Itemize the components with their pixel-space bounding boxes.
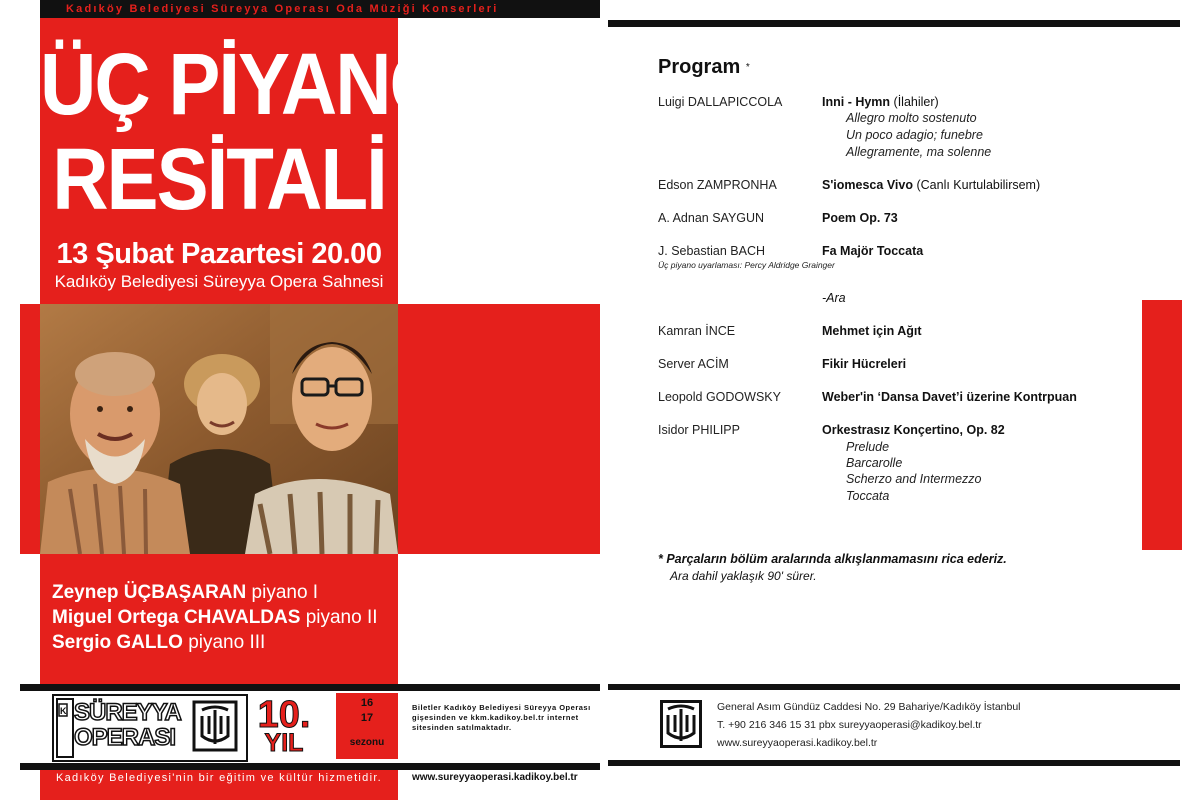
logo-wordmark — [74, 700, 189, 750]
work-2-title: S'iomesca Vivo — [822, 178, 913, 192]
program-title: Program — [658, 56, 741, 78]
work-1-title: Inni - Hymn — [822, 95, 891, 109]
concert-series-title: Kadıköy Belediyesi Süreyya Operası Oda Müziği Konserleri — [66, 3, 499, 15]
composer-6: Server ACİM — [658, 357, 729, 371]
arrangement-credit: Üç piyano uyarlaması: Percy Aldridge Grainger — [658, 260, 835, 270]
performers-photo — [40, 304, 398, 554]
footer-tagline: Kadıköy Belediyesi'nin bir eğitim ve kültür hizmetidir. — [55, 772, 383, 784]
performer-1 — [52, 582, 318, 604]
program-note: * Parçaların bölüm aralarında alkışlanmamasını rica ederiz. — [658, 552, 1007, 566]
season-year-2: 17 — [360, 712, 374, 724]
movement: Allegro molto sostenuto — [846, 111, 977, 125]
performer-1-name: Zeynep ÜÇBAŞARAN — [52, 582, 247, 603]
movement: Toccata — [846, 489, 890, 503]
work-2-note: (Canlı Kurtulabilirsem) — [916, 178, 1041, 192]
composer-5: Kamran İNCE — [658, 324, 736, 338]
contact-phone-email[interactable]: T. +90 216 346 15 31 pbx sureyyaoperasi@kadikoy.bel.tr — [717, 719, 982, 731]
performer-3-instrument: piyano III — [188, 632, 266, 653]
anniversary-word: YIL — [264, 729, 304, 757]
work-4 — [822, 244, 923, 258]
anniversary-number: 10. — [257, 694, 311, 736]
work-1-note: (İlahiler) — [893, 95, 939, 109]
sureyya-emblem-icon — [192, 700, 238, 752]
footer-right-bottom-rule — [608, 760, 1180, 766]
composer-2: Edson ZAMPRONHA — [658, 178, 777, 192]
work-8 — [822, 423, 1005, 437]
performer-2-instrument: piyano II — [305, 607, 378, 628]
season-year-1: 16 — [360, 697, 374, 709]
work-4-title: Fa Majör Toccata — [822, 244, 924, 258]
performer-2 — [52, 607, 378, 629]
poster-title-line-1: ÜÇ PİYANO — [40, 34, 449, 133]
footer-right-top-rule — [608, 684, 1180, 690]
movement: Un poco adagio; funebre — [846, 128, 983, 142]
right-top-rule — [608, 20, 1180, 27]
work-7-title: Weber'in ‘Dansa Davet’i üzerine Kontrpuan — [822, 390, 1077, 404]
logo-wordmark-line-1: SÜREYYA — [74, 699, 181, 726]
work-1 — [822, 95, 939, 109]
footer-left-bottom-rule — [20, 763, 600, 770]
work-6 — [822, 357, 906, 371]
poster-title-line-2: RESİTALİ — [52, 129, 386, 228]
red-band-right — [1142, 300, 1182, 550]
work-2 — [822, 178, 1040, 192]
work-3 — [822, 211, 898, 225]
season-label: sezonu — [349, 737, 385, 748]
work-8-title: Orkestrasız Konçertino, Op. 82 — [822, 423, 1005, 437]
event-venue: Kadıköy Belediyesi Süreyya Opera Sahnesi — [54, 272, 384, 291]
composer-1: Luigi DALLAPICCOLA — [658, 95, 783, 109]
work-5-title: Mehmet için Ağıt — [822, 324, 922, 338]
work-6-title: Fikir Hücreleri — [822, 357, 907, 371]
composer-4: J. Sebastian BACH — [658, 244, 765, 258]
performer-1-instrument: piyano I — [251, 582, 319, 603]
performers-photo-illustration — [40, 304, 398, 554]
program-heading — [658, 56, 750, 79]
performer-3 — [52, 632, 265, 654]
movement: Prelude — [846, 440, 890, 454]
svg-text:K: K — [60, 706, 67, 716]
contact-website[interactable]: www.sureyyaoperasi.kadikoy.bel.tr — [717, 737, 878, 749]
kadikoy-mark-icon — [56, 698, 74, 758]
sureyya-emblem-icon — [660, 700, 702, 748]
program-title-asterisk: * — [745, 62, 750, 74]
ticket-info: Biletler Kadıköy Belediyesi Süreyya Operası gişesinden ve kkm.kadikoy.bel.tr internet sitesinden satılmaktadır. — [412, 703, 591, 732]
contact-address: General Asım Gündüz Caddesi No. 29 Bahariye/Kadıköy İstanbul — [717, 701, 1021, 713]
event-date-time: 13 Şubat Pazartesi 20.00 — [56, 238, 382, 270]
footer-website-link[interactable]: www.sureyyaoperasi.kadikoy.bel.tr — [412, 772, 578, 783]
work-7 — [822, 390, 1077, 404]
work-3-title: Poem Op. 73 — [822, 211, 898, 225]
work-5 — [822, 324, 922, 338]
performer-2-name: Miguel Ortega CHAVALDAS — [52, 607, 301, 628]
movement: Barcarolle — [846, 456, 903, 470]
composer-8: Isidor PHILIPP — [658, 423, 740, 437]
logo-wordmark-line-2: OPERASI — [74, 724, 176, 751]
intermission: -Ara — [822, 291, 846, 305]
composer-3: A. Adnan SAYGUN — [658, 211, 765, 225]
composer-7: Leopold GODOWSKY — [658, 390, 781, 404]
movement: Allegramente, ma solenne — [846, 145, 992, 159]
movement: Scherzo and Intermezzo — [846, 472, 982, 486]
program-duration-note: Ara dahil yaklaşık 90' sürer. — [670, 569, 817, 583]
performer-3-name: Sergio GALLO — [52, 632, 183, 653]
kadikoy-k-icon — [58, 700, 72, 756]
footer-left-top-rule — [20, 684, 600, 691]
